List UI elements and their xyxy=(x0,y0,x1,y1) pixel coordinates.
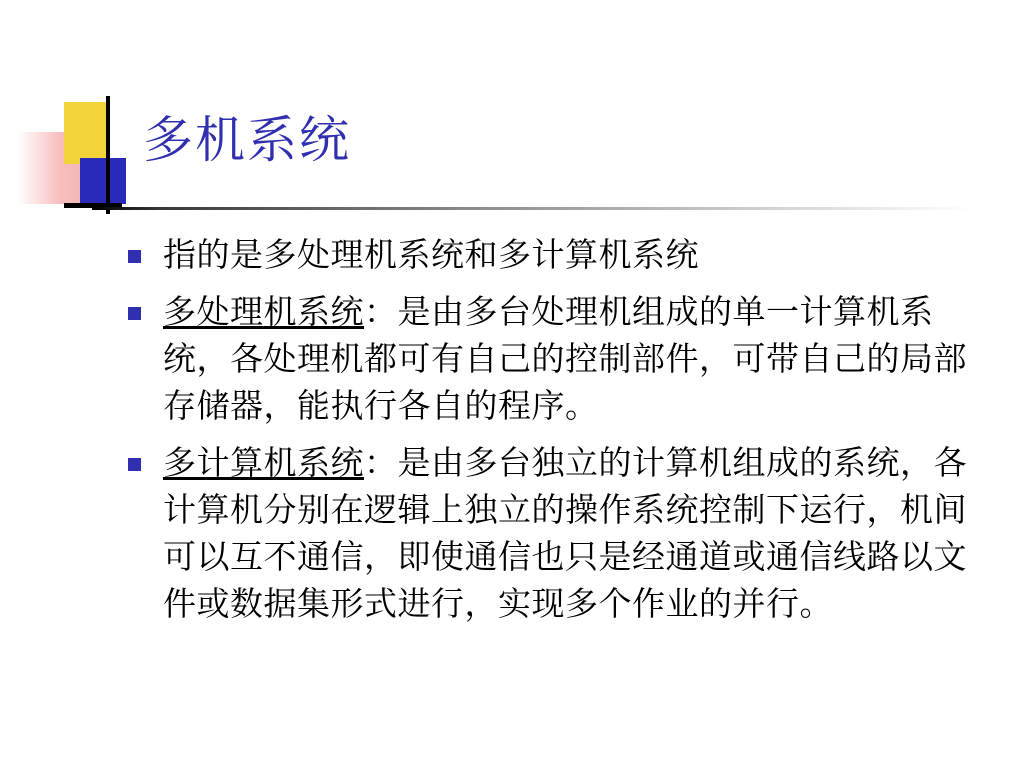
bullet-text xyxy=(163,233,1000,280)
bullet-lead: 多计算机系统 xyxy=(163,446,364,482)
title-divider xyxy=(92,207,972,210)
bullet-square-icon xyxy=(128,250,141,263)
bullet-square-icon xyxy=(128,458,141,471)
slide-title: 多机系统 xyxy=(143,112,351,168)
bullet-list xyxy=(128,233,1000,639)
logo-blue-square xyxy=(80,158,126,204)
bullet-body: ：是由多台处理机组成的单一计算机系统，各处理机都可有自己的控制部件，可带自己的局部存储器，能执行各自的程序。 xyxy=(163,295,967,425)
bullet-square-icon xyxy=(128,307,141,320)
list-item xyxy=(128,290,1000,431)
bullet-text xyxy=(163,441,1000,629)
bullet-text xyxy=(163,290,1000,431)
decorative-logo xyxy=(18,96,148,221)
bullet-body: ：是由多台独立的计算机组成的系统，各计算机分别在逻辑上独立的操作系统控制下运行，机间可以互不通信，即使通信也只是经通道或通信线路以文件或数据集形式进行，实现多个作业的并行。 xyxy=(163,446,967,623)
bullet-lead: 多处理机系统 xyxy=(163,295,364,331)
bullet-body: 指的是多处理机系统和多计算机系统 xyxy=(163,238,699,274)
logo-yellow-square xyxy=(64,102,110,164)
logo-vertical-line xyxy=(106,96,110,214)
list-item xyxy=(128,233,1000,280)
list-item xyxy=(128,441,1000,629)
